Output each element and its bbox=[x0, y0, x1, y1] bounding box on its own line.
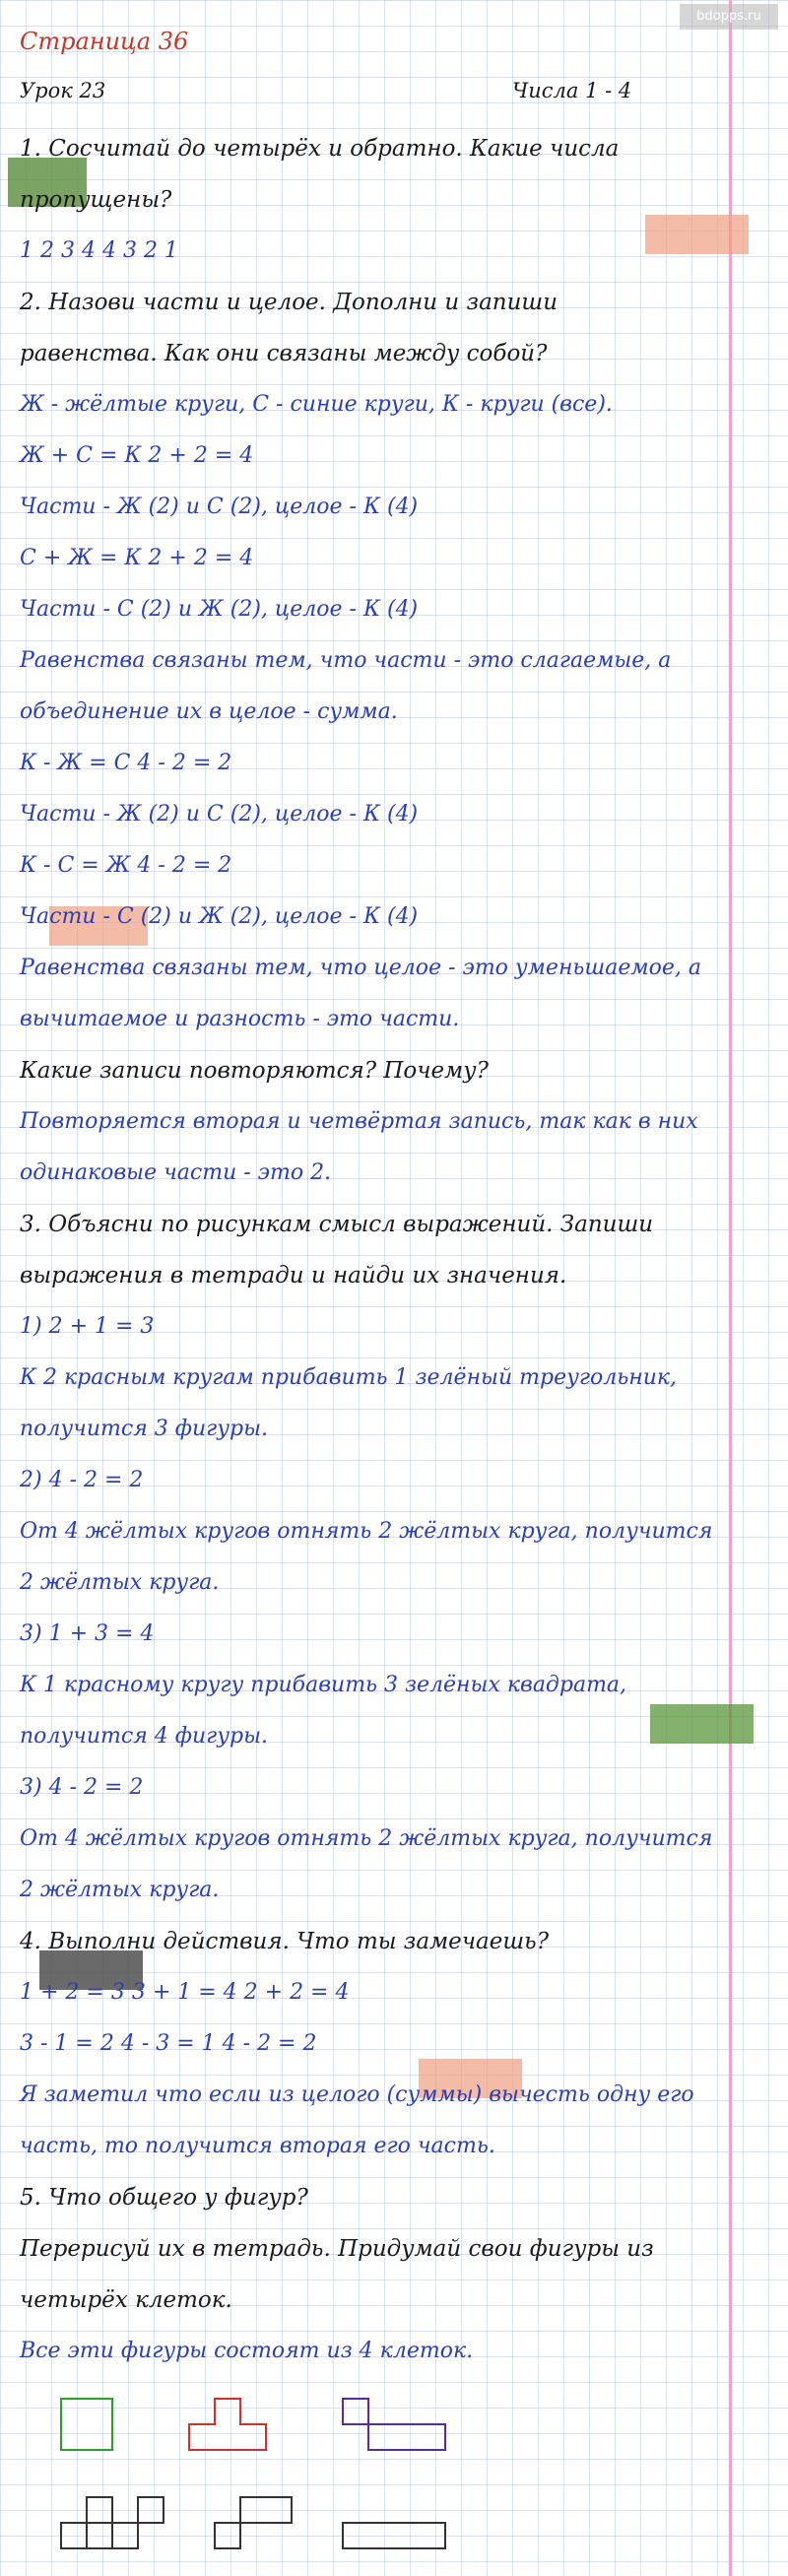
answer-text-line: Повторяется вторая и четвёртая запись, так как в них bbox=[20, 1109, 698, 1134]
answer-text-line: К 2 красным кругам прибавить 1 зелёный треугольник, bbox=[20, 1365, 678, 1390]
figure-zigzag bbox=[61, 2497, 164, 2548]
answer-text-line: 2 жёлтых круга. bbox=[20, 1570, 220, 1595]
task-text-line: 5. Что общего у фигур? bbox=[20, 2185, 308, 2211]
answer-text-line: От 4 жёлтых кругов отнять 2 жёлтых круга, получится bbox=[20, 1519, 713, 1544]
answer-text-line: К 1 красному кругу прибавить 3 зелёных квадрата, bbox=[20, 1673, 627, 1697]
answer-text-line: Части - С (2) и Ж (2), целое - К (4) bbox=[20, 904, 419, 929]
answer-text-line: 2 жёлтых круга. bbox=[20, 1878, 220, 1902]
answer-text-line: Части - Ж (2) и С (2), целое - К (4) bbox=[20, 495, 419, 519]
task-text-line: пропущены? bbox=[20, 187, 172, 213]
task-text-line: четырёх клеток. bbox=[20, 2287, 232, 2313]
task-text-line: 1. Сосчитай до четырёх и обратно. Какие числа bbox=[20, 136, 620, 162]
answer-text-line: 3 - 1 = 2 4 - 3 = 1 4 - 2 = 2 bbox=[20, 2031, 317, 2056]
figure-l-shape bbox=[215, 2497, 292, 2548]
orange-stamp bbox=[645, 215, 749, 254]
topic-label: Числа 1 - 4 bbox=[512, 79, 632, 102]
answer-text-line: вычитаемое и разность - это части. bbox=[20, 1007, 460, 1031]
answer-text-line: К - С = Ж 4 - 2 = 2 bbox=[20, 853, 232, 878]
notebook-margin-line bbox=[729, 0, 732, 2576]
answer-text-line: К - Ж = С 4 - 2 = 2 bbox=[20, 751, 232, 775]
answer-text-line: 1) 2 + 1 = 3 bbox=[20, 1314, 155, 1339]
answer-text-line: 3) 4 - 2 = 2 bbox=[20, 1775, 144, 1800]
answer-text-line: От 4 жёлтых кругов отнять 2 жёлтых круга, получится bbox=[20, 1826, 713, 1851]
figures-area bbox=[0, 2384, 729, 2576]
answer-text-line: Ж + С = К 2 + 2 = 4 bbox=[20, 443, 254, 468]
task-text-line: 3. Объясни по рисункам смысл выражений. Запиши bbox=[20, 1212, 654, 1237]
answer-text-line: одинаковые части - это 2. bbox=[20, 1160, 332, 1185]
figure-square bbox=[61, 2399, 112, 2450]
answer-text-line: Все эти фигуры состоят из 4 клеток. bbox=[20, 2339, 474, 2363]
answer-text-line: Ж - жёлтые круги, С - синие круги, К - круги (все). bbox=[20, 392, 613, 417]
answer-text-line: Части - Ж (2) и С (2), целое - К (4) bbox=[20, 802, 419, 826]
task-text-line: Перерисуй их в тетрадь. Придумай свои фигуры из bbox=[20, 2236, 654, 2262]
answer-text-line: 3) 1 + 3 = 4 bbox=[20, 1621, 155, 1646]
answer-text-line: получится 3 фигуры. bbox=[20, 1417, 269, 1441]
answer-text-line: Я заметил что если из целого (суммы) вычесть одну его bbox=[20, 2082, 694, 2107]
site-watermark: bdopps.ru bbox=[680, 4, 778, 30]
task-text-line: 2. Назови части и целое. Дополни и запиши bbox=[20, 290, 558, 315]
figure-bar bbox=[343, 2523, 445, 2548]
answer-text-line: объединение их в целое - сумма. bbox=[20, 699, 398, 724]
answer-text-line: Равенства связаны тем, что части - это слагаемые, а bbox=[20, 648, 672, 673]
figure-t-shape bbox=[189, 2399, 266, 2450]
answer-text-line: Равенства связаны тем, что целое - это уменьшаемое, а bbox=[20, 956, 701, 980]
answer-text-line: 1 2 3 4 4 3 2 1 bbox=[20, 238, 178, 263]
figure-step-shape bbox=[343, 2399, 445, 2450]
task-text-line: Какие записи повторяются? Почему? bbox=[20, 1058, 489, 1084]
answer-text-line: 2) 4 - 2 = 2 bbox=[20, 1468, 144, 1492]
answer-text-line: Части - С (2) и Ж (2), целое - К (4) bbox=[20, 597, 419, 622]
page-title: Страница 36 bbox=[20, 28, 189, 55]
task-text-line: равенства. Как они связаны между собой? bbox=[20, 341, 548, 366]
green-stamp bbox=[650, 1704, 754, 1744]
answer-text-line: получится 4 фигуры. bbox=[20, 1724, 269, 1749]
answer-text-line: часть, то получится вторая его часть. bbox=[20, 2134, 495, 2158]
answer-text-line: 1 + 2 = 3 3 + 1 = 4 2 + 2 = 4 bbox=[20, 1980, 350, 2005]
lesson-label: Урок 23 bbox=[20, 79, 106, 102]
answer-text-line: С + Ж = К 2 + 2 = 4 bbox=[20, 546, 254, 570]
task-text-line: 4. Выполни действия. Что ты замечаешь? bbox=[20, 1929, 550, 1954]
task-text-line: выражения в тетради и найди их значения. bbox=[20, 1263, 567, 1288]
